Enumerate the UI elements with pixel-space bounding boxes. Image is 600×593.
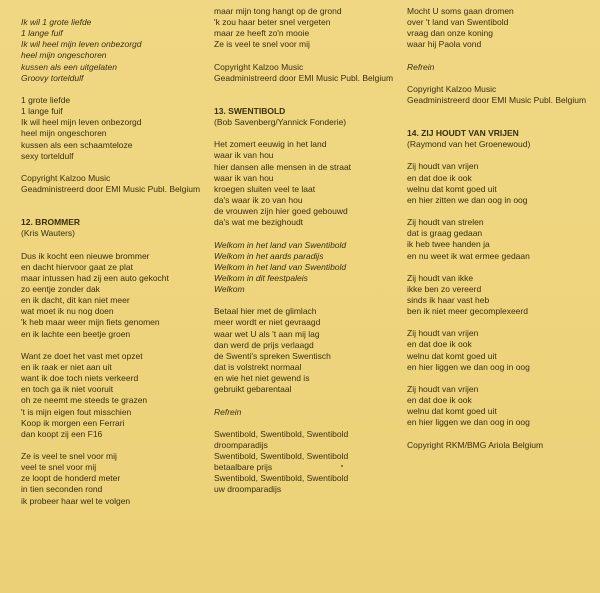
lyric-line: over 't land van Swentibold	[407, 17, 509, 28]
verse	[214, 429, 393, 496]
lyric-line: heel mijn ongeschoren	[21, 128, 107, 139]
lyrics-column-2	[214, 6, 393, 496]
lyric-line: wat moet ik nu nog doen	[21, 306, 114, 317]
lyric-line: en dacht hiervoor gaat ze plat	[21, 261, 133, 272]
lyric-line: en dat doe ik ook	[407, 395, 472, 406]
song-title: 12. BROMMER	[21, 217, 81, 228]
lyric-line: ik probeer haar wel te volgen	[21, 495, 131, 506]
lyric-line: heel mijn ongeschoren	[21, 50, 107, 61]
lyric-line: Copyright Kalzoo Music	[407, 83, 497, 94]
lyric-line: sinds ik haar vast heb	[407, 294, 490, 305]
lyric-line: Het zomert eeuwig in het land	[214, 139, 327, 150]
lyric-line: vraag dan onze koning	[407, 28, 494, 39]
lyric-line: en hier zitten we dan oog in oog	[407, 194, 528, 205]
verse	[21, 351, 200, 440]
lyric-line: gebruikt gebarentaal	[214, 384, 292, 395]
lyric-line: Geadministreerd door EMI Music Publ. Belgium	[21, 184, 201, 195]
lyric-line: sexy torteldulf	[21, 150, 74, 161]
lyric-line: 't is mijn eigen fout misschien	[21, 406, 132, 417]
chorus	[214, 240, 393, 296]
verse	[21, 251, 200, 340]
lyric-line: 'k zou haar beter snel vergeten	[214, 17, 331, 28]
lyrics-column-3	[407, 6, 586, 451]
lyric-line: ikke ben zo vereerd	[407, 283, 482, 294]
lyric-line: da's wat me bezighoudt	[214, 217, 304, 228]
verse	[407, 217, 586, 262]
lyric-line: dat is graag gedaan	[407, 228, 483, 239]
lyric-line: en hier liggen we dan oog in oog	[407, 361, 530, 372]
lyric-line: droomparadijs	[214, 439, 268, 450]
verse	[214, 139, 393, 228]
lyric-line: Want ze doet het vast met opzet	[21, 350, 143, 361]
verse	[21, 17, 200, 84]
lyric-line: Ze is veel te snel voor mij	[214, 39, 310, 50]
lyric-line: en wie het niet gewend is	[214, 373, 310, 384]
lyric-line: Zij houdt van vrijen	[407, 383, 479, 394]
refrain-label: Refrein	[407, 61, 435, 72]
lyric-line: da's waar ik zo van hou	[214, 195, 303, 206]
lyric-line: 'k heb maar weer mijn fiets genomen	[21, 317, 160, 328]
lyric-line: dan koopt zij een F16	[21, 428, 103, 439]
lyric-line: Swentibold, Swentibold, Swentibold	[214, 451, 349, 461]
lyric-line: ze loopt de honderd meter	[21, 473, 121, 484]
lyric-line: welnu dat komt goed uit	[407, 406, 497, 417]
verse	[407, 161, 586, 206]
lyric-line: uw droomparadijs	[214, 484, 282, 495]
lyric-line: hier dansen alle mensen in de straat	[214, 161, 352, 172]
lyric-line: Zij houdt van vrijen	[407, 161, 479, 172]
lyric-line: 1 lange fuif	[21, 106, 63, 117]
lyric-line: Geadministreerd door EMI Music Publ. Belgium	[407, 94, 587, 105]
lyric-line: en ik raak er niet aan uit	[21, 361, 112, 372]
lyric-line: Zij houdt van strelen	[407, 217, 484, 228]
verse	[407, 384, 586, 429]
lyric-line: waar hij Paola vond	[407, 39, 482, 50]
lyric-line: meer wordt er niet gevraagd	[214, 317, 321, 328]
lyric-line: waar ik van hou	[214, 172, 274, 183]
lyric-line: veel te snel voor mij	[21, 462, 97, 473]
lyric-line: en ik dacht, dit kan niet meer	[21, 295, 130, 306]
lyric-line: Ik wil 1 grote liefde	[21, 17, 92, 27]
lyric-line: welnu dat komt goed uit	[407, 350, 497, 361]
lyric-line: Ik wil heel mijn leven onbezorgd	[21, 39, 142, 50]
lyric-line: Welkom in het aards paradijs	[214, 250, 324, 261]
verse	[214, 306, 393, 395]
song-author: (Raymond van het Groenewoud)	[407, 139, 531, 150]
lyric-line: de vrouwen zijn hier goed gebouwd	[214, 206, 348, 217]
lyric-line: welnu dat komt goed uit	[407, 183, 497, 194]
lyric-line: Groovy torteldulf	[21, 72, 84, 83]
lyric-line: Swentibold, Swentibold, Swentibold	[214, 428, 349, 439]
lyric-line: ik heb twee handen ja	[407, 239, 490, 250]
copyright-notice: Copyright RKM/BMG Ariola Belgium	[407, 439, 544, 450]
lyric-line: want ik doe toch niets verkeerd	[21, 373, 139, 384]
lyric-line: Zij houdt van vrijen	[407, 328, 479, 339]
lyric-line: zo eentje zonder dak	[21, 283, 100, 294]
lyric-line: Geadministreerd door EMI Music Publ. Belgium	[214, 72, 394, 83]
lyric-line: Betaal hier met de glimlach	[214, 306, 317, 317]
lyric-line: en dat doe ik ook	[407, 172, 472, 183]
refrain-label: Refrein	[214, 406, 242, 417]
lyric-line: 1 grote liefde	[21, 94, 71, 105]
lyric-line: kussen als een uitgelaten	[21, 61, 117, 72]
verse	[21, 451, 200, 507]
lyric-line: Koop ik morgen een Ferrari	[21, 417, 125, 428]
lyric-line: en toch ga ik niet vooruit	[21, 384, 114, 395]
lyric-line: kroegen sluiten veel te laat	[214, 183, 316, 194]
paper-speck	[341, 465, 343, 467]
lyric-line: dan werd de prijs verlaagd	[214, 339, 314, 350]
lyric-line: Swentibold, Swentibold, Swentibold	[214, 473, 349, 484]
lyric-line: en nu weet ik wat ermee gedaan	[407, 250, 530, 261]
lyric-line: Copyright Kalzoo Music	[21, 172, 111, 183]
lyrics-column-1	[21, 17, 200, 507]
lyric-line: kussen als een schaamteloze	[21, 139, 133, 150]
lyric-line: Zij houdt van ikke	[407, 272, 474, 283]
lyric-line: Welkom	[214, 284, 245, 295]
lyric-line: de Swenti's spreken Swentisch	[214, 350, 331, 361]
lyric-line: Mocht U soms gaan dromen	[407, 6, 514, 16]
lyric-line: in tien seconden rond	[21, 484, 103, 495]
copyright-notice	[21, 173, 200, 195]
lyric-line: en dat doe ik ook	[407, 339, 472, 350]
song-author: (Kris Wauters)	[21, 228, 75, 239]
lyric-line: maar intussen had zij een auto gekocht	[21, 272, 169, 283]
verse	[407, 328, 586, 373]
song-author: (Bob Savenberg/Yannick Fonderie)	[214, 117, 347, 128]
verse	[407, 273, 586, 318]
lyric-line: Dus ik kocht een nieuwe brommer	[21, 250, 150, 261]
lyric-line: en ik lachte een beetje groen	[21, 328, 131, 339]
lyric-line: Copyright Kalzoo Music	[214, 61, 304, 72]
lyric-line: waar ik van hou	[214, 150, 274, 161]
lyric-line: Ik wil heel mijn leven onbezorgd	[21, 117, 142, 128]
lyric-line: Welkom in het land van Swentibold	[214, 261, 347, 272]
verse	[214, 6, 393, 51]
lyric-line: oh ze neemt me steeds te grazen	[21, 395, 148, 406]
lyric-line: betaalbare prijs	[214, 462, 273, 473]
lyric-line: waar wet U als 't aan mij lag	[214, 328, 320, 339]
lyric-line: Ze is veel te snel voor mij	[21, 451, 117, 461]
lyric-line: en hier liggen we dan oog in oog	[407, 417, 530, 428]
verse	[21, 95, 200, 162]
lyric-line: maar mijn tong hangt op de grond	[214, 6, 342, 16]
copyright-notice	[214, 62, 393, 84]
song-title: 14. ZIJ HOUDT VAN VRIJEN	[407, 128, 519, 139]
copyright-notice	[407, 84, 586, 106]
lyric-line: maar ze heeft zo'n mooie	[214, 28, 310, 39]
lyric-line: Welkom in dit feestpaleis	[214, 272, 308, 283]
lyric-line: Welkom in het land van Swentibold	[214, 239, 347, 250]
lyric-line: ben ik niet meer gecomplexeerd	[407, 306, 528, 317]
lyric-line: 1 lange fuif	[21, 28, 63, 39]
lyric-line: dat is volstrekt normaal	[214, 362, 302, 373]
song-title: 13. SWENTIBOLD	[214, 105, 286, 116]
verse	[407, 6, 586, 51]
